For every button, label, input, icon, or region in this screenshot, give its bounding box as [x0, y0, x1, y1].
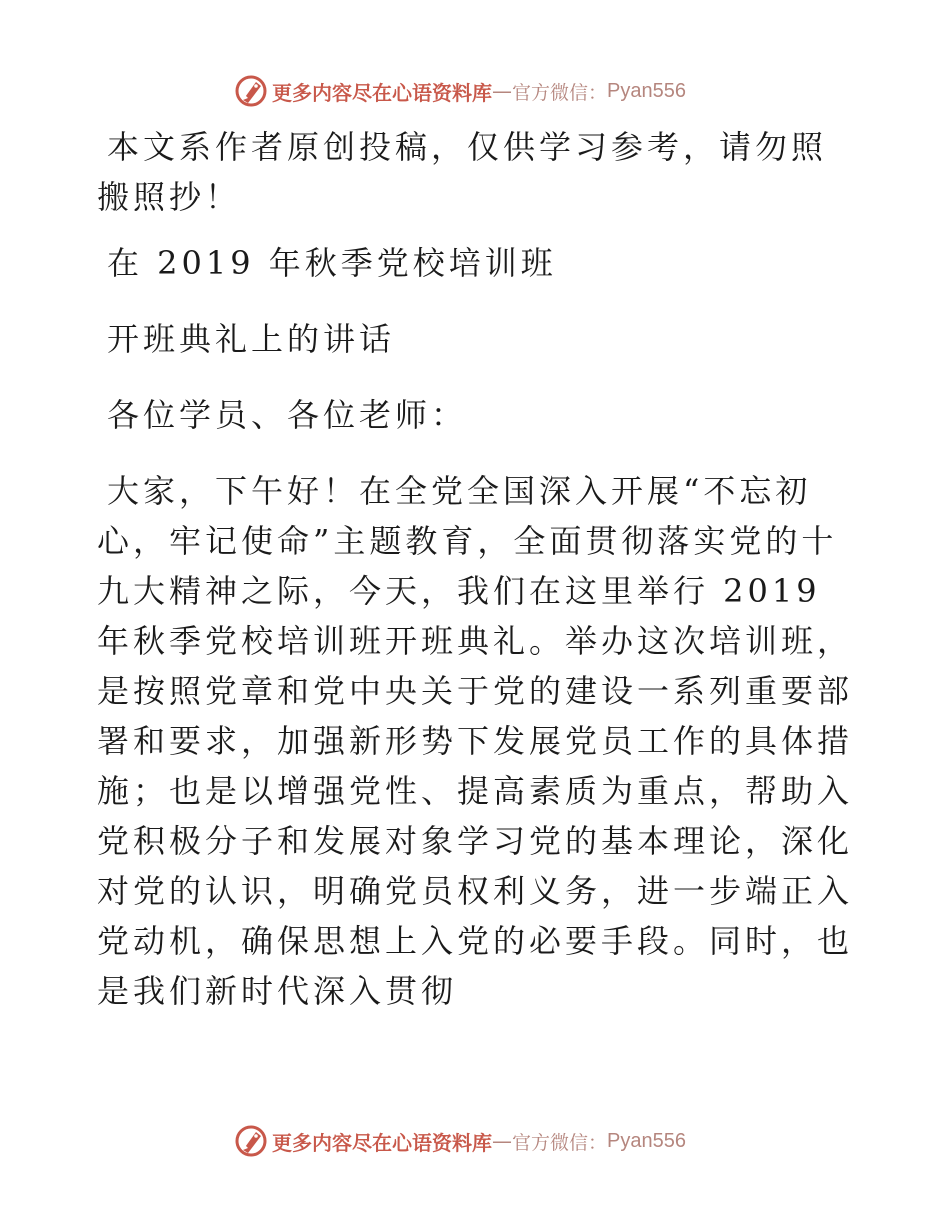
- watermark-title: 更多内容尽在心语资料库: [272, 80, 492, 105]
- watermark-title: 更多内容尽在心语资料库: [272, 1130, 492, 1155]
- speech-title-line2: 开班典礼上的讲话: [107, 320, 396, 358]
- watermark-wechat-label: 官方微信：: [512, 1131, 608, 1154]
- body-paragraph: 大家，下午好！在全党全国深入开展“不忘初心，牢记使命”主题教育，全面贯彻落实党的十九大精神之际，今天，我们在这里举行 2019 年秋季党校培训班开班典礼。举办这次培训班，是按照党章和党中央关于党的建设一系列重要部署和要求，加强新形势下发展党员工作的具体措施；也是以增强党性、提高素质为重点，帮助入党积极分子和发展对象学习党的基本理论，深化对党的认识，明确党员权利义务，进一步端正入党动机，确保思想上入党的必要手段。同时，也是我们新时代深入贯彻: [97, 472, 854, 1010]
- speech-title-line1: 在 2019 年秋季党校培训班: [107, 244, 557, 282]
- header-watermark: [234, 74, 686, 108]
- pen-logo-icon: [234, 74, 268, 108]
- footer-watermark: [234, 1124, 686, 1158]
- greeting: 各位学员、各位老师：: [107, 396, 468, 434]
- watermark-wechat-id: Pyan556: [607, 1129, 686, 1152]
- pen-logo-icon: [234, 1124, 268, 1158]
- copyright-notice: 本文系作者原创投稿，仅供学习参考，请勿照搬照抄！: [97, 128, 828, 216]
- watermark-wechat-id: Pyan556: [607, 79, 686, 102]
- document-content: [97, 122, 857, 1016]
- watermark-separator: —: [492, 1129, 512, 1153]
- watermark-separator: —: [492, 79, 512, 103]
- watermark-wechat-label: 官方微信：: [512, 81, 608, 104]
